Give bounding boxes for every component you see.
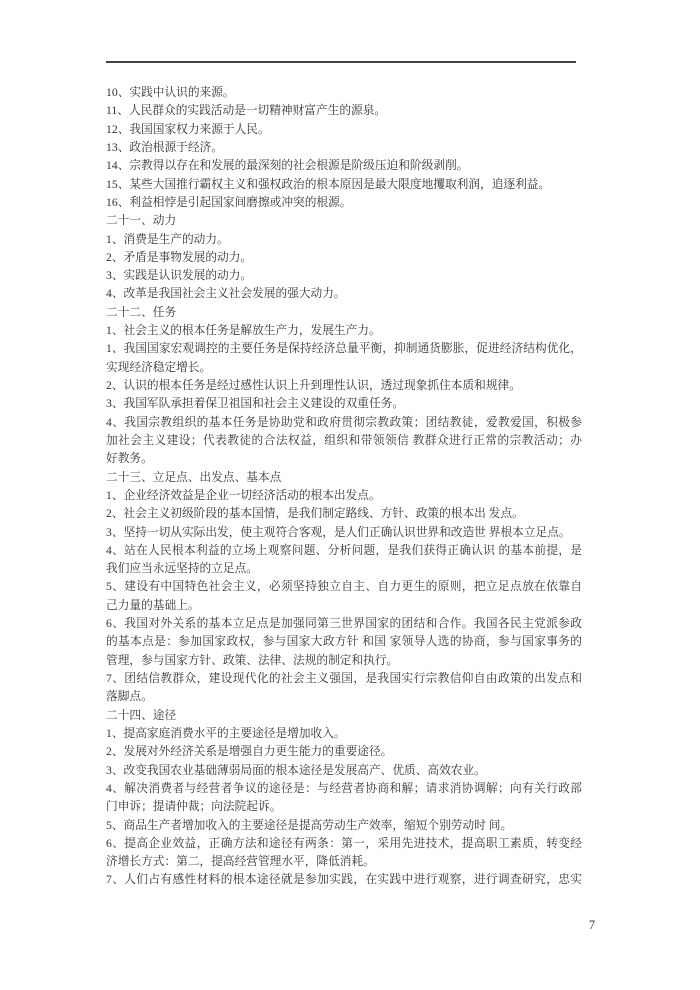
text-line: 1、消费是生产的动力。 <box>106 232 229 246</box>
text-line: 16、利益相悖是引起国家间磨擦或冲突的根源。 <box>106 195 352 209</box>
header-rule <box>106 61 576 63</box>
text-line: 实现经济稳定增长。 <box>106 360 212 374</box>
text-line: 7、人们占有感性材料的根本途径就是参加实践，在实践中进行观察，进行调查研究，忠实 <box>106 873 582 887</box>
text-line: 6、提高企业效益，正确方法和途径有两条：第一，采用先进技术，提高职工素质，转变经 <box>106 836 582 850</box>
text-line: 1、我国国家宏观调控的主要任务是保持经济总量平衡，抑制通货膨胀，促进经济结构优化， <box>106 342 582 356</box>
text-line: 好教务。 <box>106 452 153 466</box>
text-line: 二十四、途径 <box>106 708 177 722</box>
text-line: 我们应当永远坚持的立足点。 <box>106 562 258 576</box>
text-line: 3、我国军队承担着保卫祖国和社会主义建设的双重任务。 <box>106 397 405 411</box>
text-line: 7、团结信教群众，建设现代化的社会主义强国，是我国实行宗教信仰自由政策的出发点和 <box>106 672 582 685</box>
text-line: 4、站在人民根本利益的立场上观察问题、分析问题，是我们获得正确认识 的基本前提，是 <box>106 543 582 557</box>
text-line: 落脚点。 <box>106 690 153 704</box>
text-line: 1、企业经济效益是企业一切经济活动的根本出发点。 <box>106 488 381 502</box>
text-line: 11、人民群众的实践活动是一切精神财富产生的源泉。 <box>106 104 387 118</box>
text-line: 二十一、动力 <box>106 214 177 228</box>
text-line: 1、提高家庭消费水平的主要途径是增加收入。 <box>106 726 346 740</box>
text-line: 管理，参与国家方针、政策、法律、法规的制定和执行。 <box>106 653 399 667</box>
text-content <box>106 84 582 890</box>
text-line: 4、解决消费者与经营者争议的途径是：与经营者协商和解；请求消协调解；向有关行政部 <box>106 781 582 795</box>
text-line: 己力量的基础上。 <box>106 598 200 612</box>
text-line: 14、宗教得以存在和发展的最深刻的社会根源是阶级压迫和阶级剥削。 <box>106 159 469 173</box>
text-line: 加社会主义建设；代表教徒的合法权益，组织和带领领信 教群众进行正常的宗教活动；办 <box>106 433 582 447</box>
text-line: 的基本点是：参加国家政权，参与国家大政方针 和国 家领导人选的协商，参与国家事务的 <box>106 635 582 649</box>
text-line: 3、坚持一切从实际出发，使主观符合客观，是人们正确认识世界和改造世 界根本立足点。 <box>106 525 571 539</box>
text-line: 1、社会主义的根本任务是解放生产力，发展生产力。 <box>106 324 381 338</box>
text-line: 2、矛盾是事物发展的动力。 <box>106 250 253 264</box>
text-line: 5、建设有中国特色社会主义，必须坚持独立自主、自力更生的原则，把立足点放在依靠自 <box>106 580 582 594</box>
text-line: 门申诉；提请仲裁；向法院起诉。 <box>106 800 282 814</box>
page-number: 7 <box>588 918 596 932</box>
text-line: 15、某些大国推行霸权主义和强权政治的根本原因是最大限度地攫取利润，追逐利益。 <box>106 177 551 191</box>
text-line: 6、我国对外关系的基本立足点是加强同第三世界国家的团结和合作。我国各民主党派参政 <box>106 617 582 631</box>
text-line: 10、实践中认识的来源。 <box>106 86 235 99</box>
text-line: 13、政治根源于经济。 <box>106 140 223 154</box>
text-line: 5、商品生产者增加收入的主要途径是提高劳动生产效率，缩短个别劳动时 间。 <box>106 818 513 832</box>
text-line: 济增长方式：第二，提高经营管理水平，降低消耗。 <box>106 855 375 869</box>
text-line: 3、实践是认识发展的动力。 <box>106 269 253 283</box>
text-line: 2、发展对外经济关系是增强自力更生能力的重要途径。 <box>106 745 393 759</box>
text-line: 12、我国国家权力来源于人民。 <box>106 122 270 136</box>
text-line: 2、认识的根本任务是经过感性认识上升到理性认识，透过现象抓住本质和规律。 <box>106 379 521 392</box>
text-line: 二十三、立足点、出发点、基本点 <box>106 470 282 484</box>
text-line: 4、我国宗教组织的基本任务是协助党和政府贯彻宗教政策；团结教徒，爱教爱国，积极参 <box>106 415 582 429</box>
text-line: 二十二、任务 <box>106 305 177 319</box>
text-line: 2、社会主义初级阶段的基本国情，是我们制定路线、方针、政策的根本出 发点。 <box>106 507 524 521</box>
text-line: 4、改革是我国社会主义社会发展的强大动力。 <box>106 287 346 301</box>
text-line: 3、改变我国农业基础薄弱局面的根本途径是发展高产、优质、高效农业。 <box>106 763 486 777</box>
